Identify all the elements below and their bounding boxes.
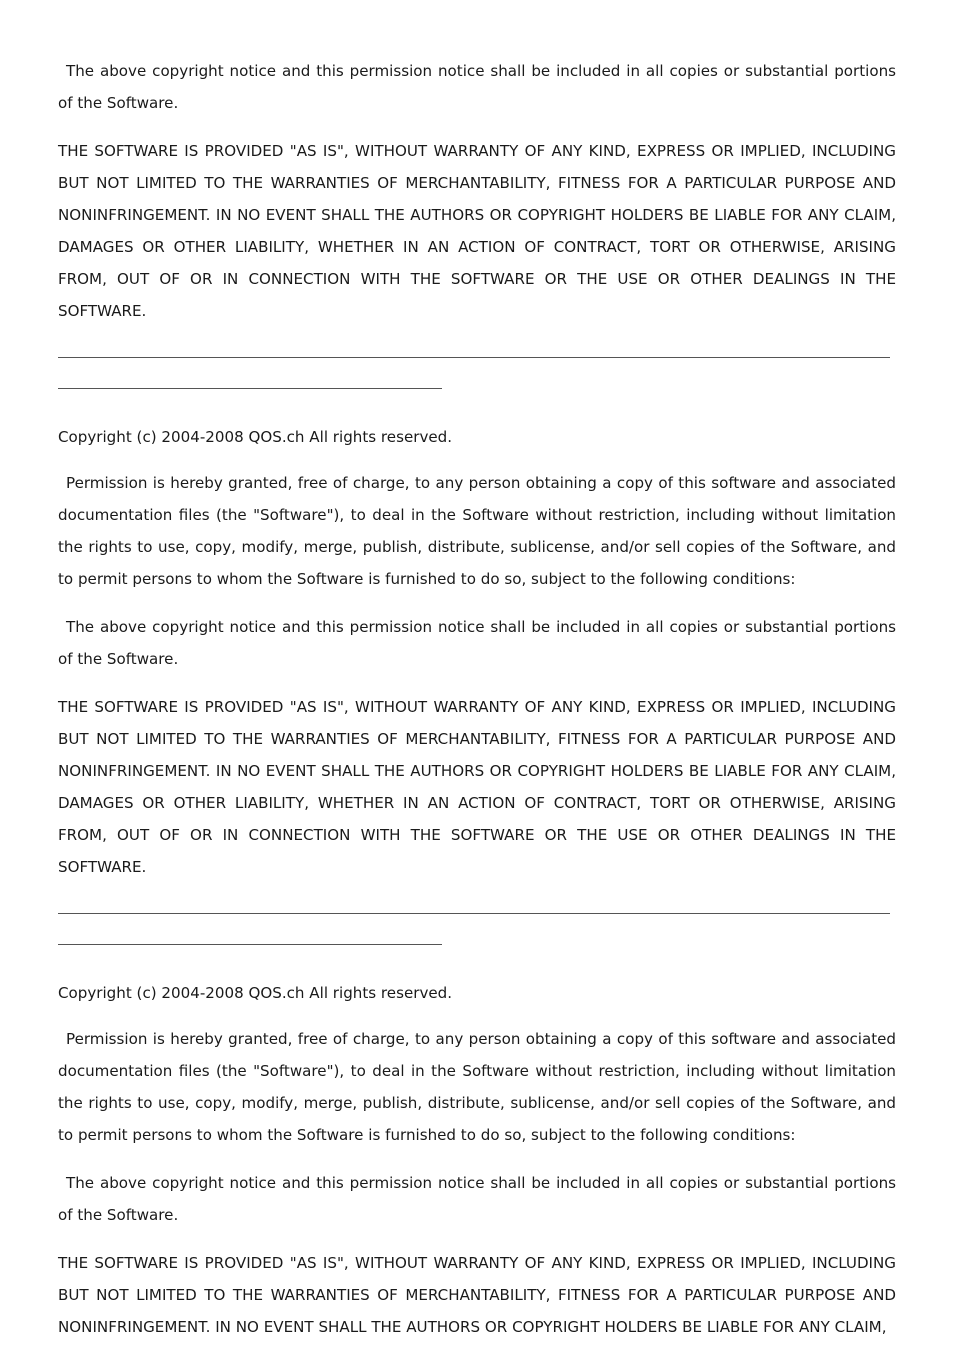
separator-line-short — [58, 388, 442, 389]
license-paragraph: The above copyright notice and this permission notice shall be included in all copies or substantial portions of the Software. — [58, 62, 896, 112]
permission-paragraph: Permission is hereby granted, free of charge, to any person obtaining a copy of this software and associated documentation files (the "Software"), to deal in the Software without restriction, including without limitation the rights to use, copy, modify, merge, publish, distribute, sublicense, and/or sell copies of the Software, and to permit persons to whom the Software is furnished to do so, subject to the following conditions: — [58, 474, 896, 588]
separator-line-short — [58, 944, 442, 945]
warranty-disclaimer-paragraph: THE SOFTWARE IS PROVIDED "AS IS", WITHOUT WARRANTY OF ANY KIND, EXPRESS OR IMPLIED, INCLUDING BUT NOT LIMITED TO THE WARRANTIES OF MERCHANTABILITY, FITNESS FOR A PARTICULAR PURPOSE AND NONINFRINGEMENT. IN NO EVENT SHALL THE AUTHORS OR COPYRIGHT HOLDERS BE LIABLE FOR ANY CLAIM, — [58, 1254, 896, 1336]
license-paragraph: The above copyright notice and this permission notice shall be included in all copies or substantial portions of the Software. — [58, 618, 896, 668]
copyright-line: Copyright (c) 2004-2008 QOS.ch All rights reserved. — [58, 428, 453, 446]
separator-line-long — [58, 913, 890, 914]
separator-lines — [58, 899, 896, 977]
warranty-disclaimer-paragraph: THE SOFTWARE IS PROVIDED "AS IS", WITHOUT WARRANTY OF ANY KIND, EXPRESS OR IMPLIED, INCLUDING BUT NOT LIMITED TO THE WARRANTIES OF MERCHANTABILITY, FITNESS FOR A PARTICULAR PURPOSE AND NONINFRINGEMENT. IN NO EVENT SHALL THE AUTHORS OR COPYRIGHT HOLDERS BE LIABLE FOR ANY CLAIM, DAMAGES OR OTHER LIABILITY, WHETHER IN AN ACTION OF CONTRACT, TORT OR OTHERWISE, ARISING FROM, OUT OF OR IN CONNECTION WITH THE SOFTWARE OR THE USE OR OTHER DEALINGS IN THE SOFTWARE. — [58, 698, 896, 876]
warranty-disclaimer-paragraph: THE SOFTWARE IS PROVIDED "AS IS", WITHOUT WARRANTY OF ANY KIND, EXPRESS OR IMPLIED, INCLUDING BUT NOT LIMITED TO THE WARRANTIES OF MERCHANTABILITY, FITNESS FOR A PARTICULAR PURPOSE AND NONINFRINGEMENT. IN NO EVENT SHALL THE AUTHORS OR COPYRIGHT HOLDERS BE LIABLE FOR ANY CLAIM, DAMAGES OR OTHER LIABILITY, WHETHER IN AN ACTION OF CONTRACT, TORT OR OTHERWISE, ARISING FROM, OUT OF OR IN CONNECTION WITH THE SOFTWARE OR THE USE OR OTHER DEALINGS IN THE SOFTWARE. — [58, 142, 896, 320]
license-paragraph: The above copyright notice and this permission notice shall be included in all copies or substantial portions of the Software. — [58, 1174, 896, 1224]
permission-paragraph: Permission is hereby granted, free of charge, to any person obtaining a copy of this software and associated documentation files (the "Software"), to deal in the Software without restriction, including without limitation the rights to use, copy, modify, merge, publish, distribute, sublicense, and/or sell copies of the Software, and to permit persons to whom the Software is furnished to do so, subject to the following conditions: — [58, 1030, 896, 1144]
document-page — [58, 55, 896, 1359]
separator-line-long — [58, 357, 890, 358]
separator-lines — [58, 343, 896, 421]
copyright-line: Copyright (c) 2004-2008 QOS.ch All rights reserved. — [58, 984, 453, 1002]
